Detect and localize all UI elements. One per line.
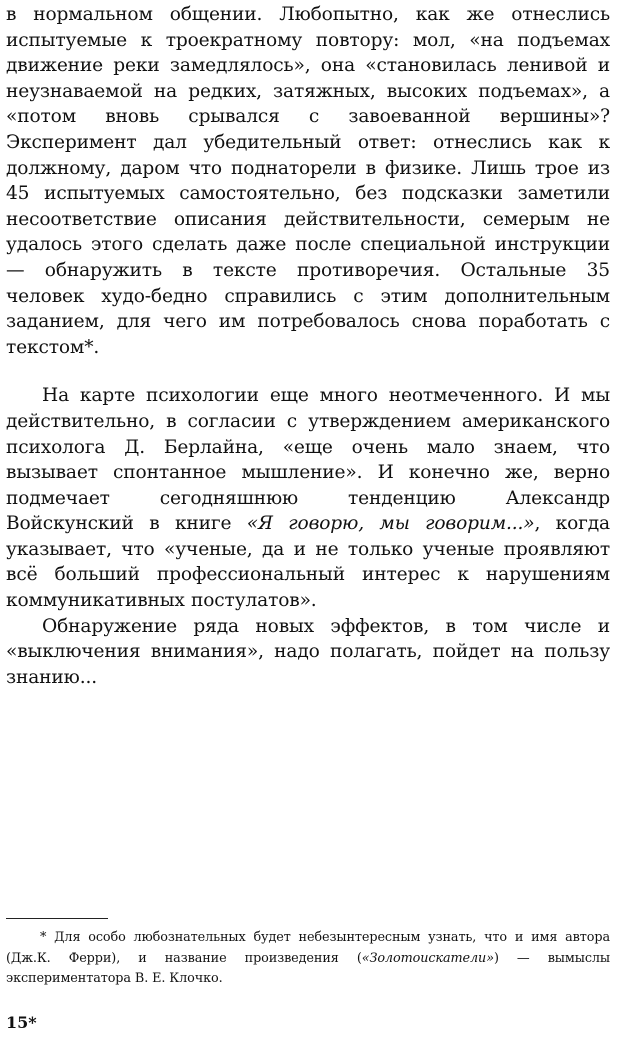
- paragraph-1: в нормальном общении. Любопытно, как же отнеслись испытуемые к троекратному повтору: мол, «на подъемах движение реки замедлялось», она «становилась ленивой и неузнаваемой на редких, затяжных, высоких подъемах», а «потом вновь срывался с завоеванной вершины»? Эксперимент дал убедительный ответ: отнеслись как к должному, даром что поднаторели в физике. Лишь трое из 45 испытуемых самостоятельно, без подсказки заметили несоответствие описания действительности, семерым не удалось этого сделать даже после специальной инструкции — обнаружить в тексте противоречия. Остальные 35 человек худо-бедно справились с этим дополнительным заданием, для чего им потребовалось снова поработать с текстом*.: [6, 4, 610, 358]
- paragraph-2-text-a: На карте психологии еще много неотмеченного. И мы действительно, в согласии с утверждением американского психолога Д. Берлайна, «еще очень мало знаем, что вызывает спонтанное мышление». И конечно же, верно подмечает сегодняшнюю тенденцию Александр Войскунский в книге: [6, 385, 610, 535]
- paragraph-2-text-b: , когда указывает, что «ученые, да и не только ученые проявляют всё больший профессиональный интерес к нарушениям коммуникативных постулатов».: [6, 513, 610, 612]
- book-title: «Я говорю, мы говорим...»: [246, 513, 535, 535]
- paragraph-2: [6, 383, 610, 613]
- footnote-separator: [6, 918, 108, 919]
- footnote: [6, 928, 610, 990]
- footnote-title: «Золотоискатели»: [361, 950, 494, 966]
- footnote-text-b: ) — вымыслы экспериментатора В. Е. Клочко.: [6, 950, 610, 986]
- page-number: 15*: [6, 1013, 37, 1032]
- main-text: [6, 2, 610, 690]
- paragraph-3: Обнаружение ряда новых эффектов, в том числе и «выключения внимания», надо полагать, пойдет на пользу знанию...: [6, 615, 610, 688]
- footnote-text-a: * Для особо любознательных будет небезынтересным узнать, что и имя автора (Дж.К. Ферри), и название произведения (: [6, 930, 610, 966]
